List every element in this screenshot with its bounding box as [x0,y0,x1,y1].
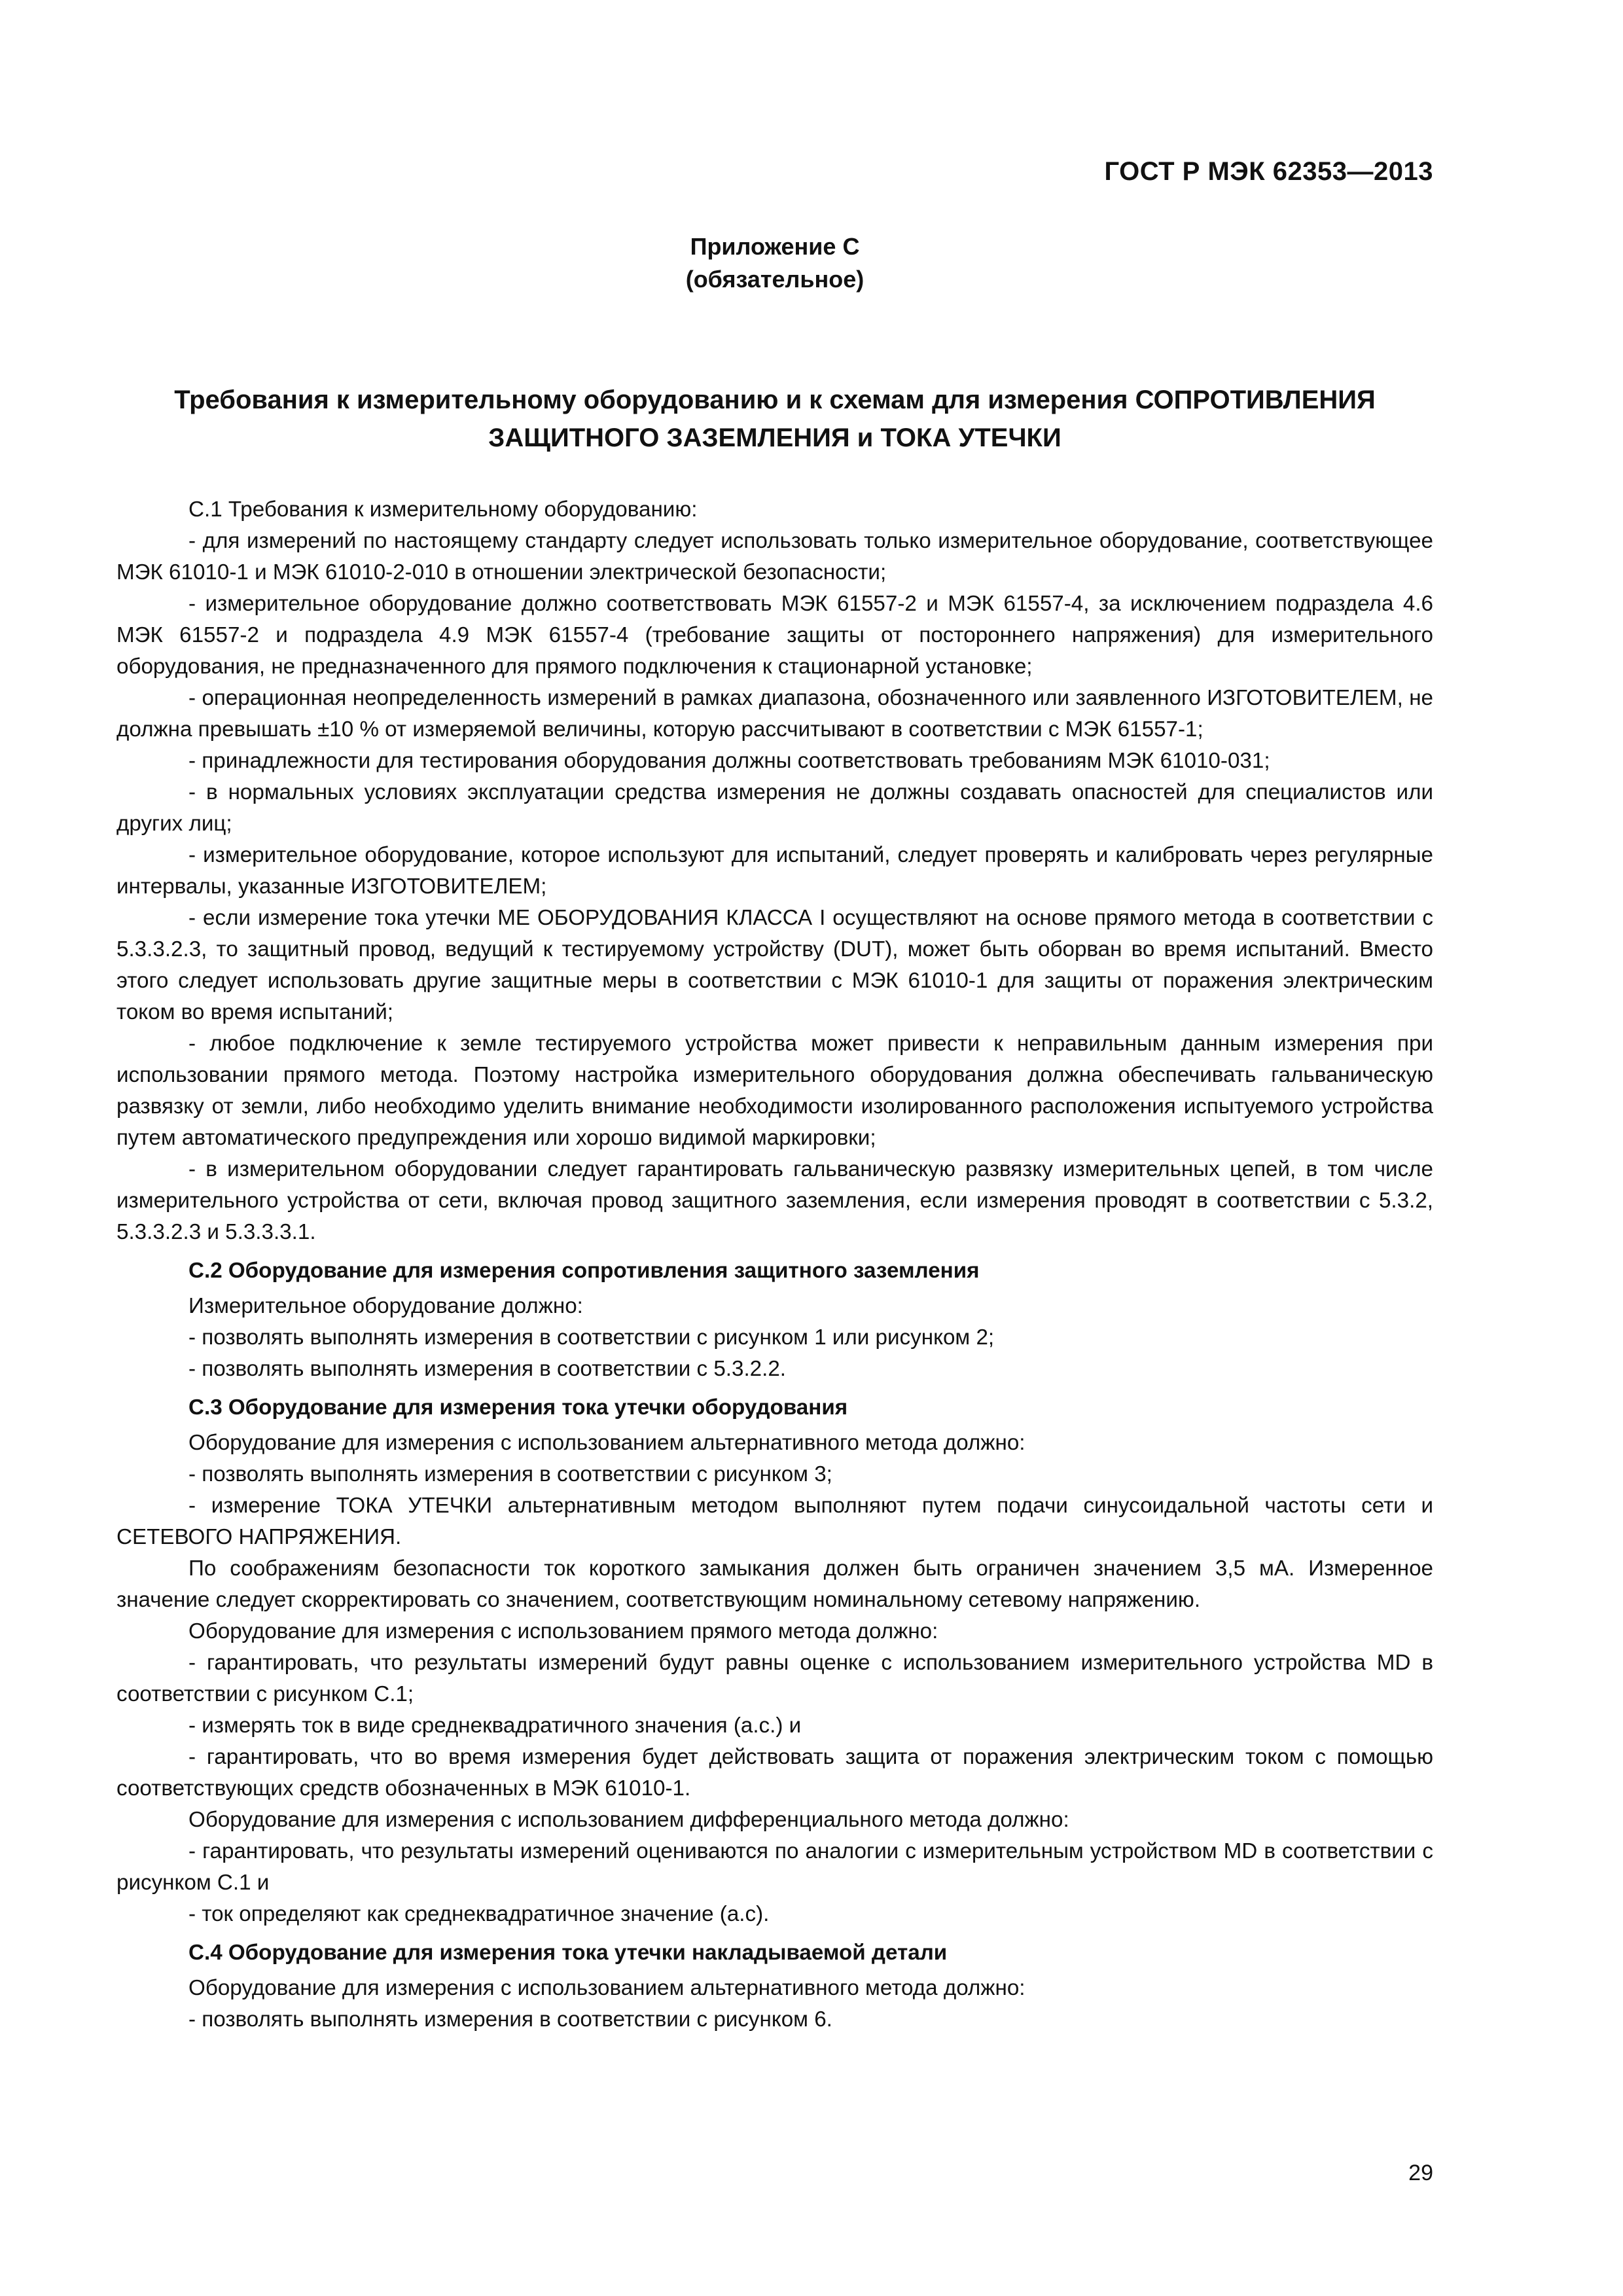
annex-heading [116,230,1433,296]
document-body [116,494,1433,2036]
paragraph: - измерение ТОКА УТЕЧКИ альтернативным методом выполняют путем подачи синусоидальной частоты сети и СЕТЕВОГО НАПРЯЖЕНИЯ. [116,1494,1433,1549]
document-code: ГОСТ Р МЭК 62353—2013 [1104,157,1433,186]
paragraph: Оборудование для измерения с использованием дифференциального метода должно: [188,1808,1069,1832]
section-heading: С.3 Оборудование для измерения тока утечки оборудования [188,1395,848,1420]
paragraph: - позволять выполнять измерения в соответствии с рисунком 1 или рисунком 2; [188,1325,995,1350]
paragraph: Оборудование для измерения с использованием альтернативного метода должно: [188,1976,1026,2000]
section-heading: С.4 Оборудование для измерения тока утечки накладываемой детали [188,1941,948,1965]
paragraph: - операционная неопределенность измерений в рамках диапазона, обозначенного или заявленного ИЗГОТОВИТЕЛЕМ, не должна превышать ±10 % от измеряемой величины, которую рассчитывают в соответствии с МЭК 61557-1; [116,686,1433,742]
paragraph: Измерительное оборудование должно: [188,1294,583,1318]
paragraph: - измерительное оборудование должно соответствовать МЭК 61557-2 и МЭК 61557-4, за исключением подраздела 4.6 МЭК 61557-2 и подраздела 4.9 МЭК 61557-4 (требование защиты от постороннего напряжения) для измерительного оборудования, не предназначенного для прямого подключения к стационарной установке; [116,592,1433,679]
paragraph: - любое подключение к земле тестируемого устройства может привести к неправильным данным измерения при использовании прямого метода. Поэтому настройка измерительного оборудования должна обеспечивать гальваническую развязку от земли, либо необходимо уделить внимание необходимости изолированного расположения испытуемого устройства путем автоматического предупреждения или хорошо видимой маркировки; [116,1031,1433,1150]
paragraph: - измерительное оборудование, которое используют для испытаний, следует проверять и калибровать через регулярные интервалы, указанные ИЗГОТОВИТЕЛЕМ; [116,843,1433,899]
annex-title: Приложение С [690,233,860,260]
paragraph: - позволять выполнять измерения в соответствии с 5.3.2.2. [188,1357,787,1381]
annex-status: (обязательное) [685,266,865,293]
paragraph: - ток определяют как среднеквадратичное значение (а.с). [188,1902,770,1926]
document-title-line-2: ЗАЩИТНОГО ЗАЗЕМЛЕНИЯ и ТОКА УТЕЧКИ [488,423,1061,452]
paragraph: Оборудование для измерения с использованием альтернативного метода должно: [188,1431,1026,1455]
paragraph: - гарантировать, что во время измерения будет действовать защита от поражения электрическим током с помощью соответствующих средств обозначенных в МЭК 61010-1. [116,1745,1433,1801]
paragraph: - для измерений по настоящему стандарту следует использовать только измерительное оборудование, соответствующее МЭК 61010-1 и МЭК 61010-2-010 в отношении электрической безопасности; [116,529,1433,584]
section-heading: С.2 Оборудование для измерения сопротивления защитного заземления [188,1259,980,1283]
paragraph: С.1 Требования к измерительному оборудованию: [188,497,698,522]
paragraph: - в измерительном оборудовании следует гарантировать гальваническую развязку измерительных цепей, в том числе измерительного устройства от сети, включая провод защитного заземления, если измерения проводят в соответствии с 5.3.2, 5.3.3.2.3 и 5.3.3.3.1. [116,1157,1433,1244]
paragraph: - принадлежности для тестирования оборудования должны соответствовать требованиям МЭК 61010-031; [188,749,1270,773]
page-number: 29 [1408,2161,1433,2185]
paragraph: - в нормальных условиях эксплуатации средства измерения не должны создавать опасностей для специалистов или других лиц; [116,780,1433,836]
paragraph: Оборудование для измерения с использованием прямого метода должно: [188,1619,938,1643]
paragraph: - позволять выполнять измерения в соответствии с рисунком 6. [188,2007,832,2032]
document-page [116,157,1433,2199]
document-title-line-1: Требования к измерительному оборудованию и к схемам для измерения СОПРОТИВЛЕНИЯ [174,386,1376,414]
document-title [136,381,1414,457]
paragraph: - измерять ток в виде среднеквадратичного значения (а.с.) и [188,1713,802,1738]
paragraph: - если измерение тока утечки МЕ ОБОРУДОВАНИЯ КЛАССА I осуществляют на основе прямого метода в соответствии с 5.3.3.2.3, то защитный провод, ведущий к тестируемому устройству (DUT), может быть оборван во время испытаний. Вместо этого следует использовать другие защитные меры в соответствии с МЭК 61010-1 для защиты от поражения электрическим током во время испытаний; [116,906,1433,1024]
paragraph: - гарантировать, что результаты измерений оцениваются по аналогии с измерительным устройством MD в соответствии с рисунком С.1 и [116,1839,1433,1895]
paragraph: - позволять выполнять измерения в соответствии с рисунком 3; [188,1462,832,1486]
paragraph: - гарантировать, что результаты измерений будут равны оценке с использованием измерительного устройства MD в соответствии с рисунком С.1; [116,1651,1433,1706]
paragraph: По соображениям безопасности ток короткого замыкания должен быть ограничен значением 3,5 мА. Измеренное значение следует скорректировать со значением, соответствующим номинальному сетевому напряжению. [116,1556,1433,1612]
